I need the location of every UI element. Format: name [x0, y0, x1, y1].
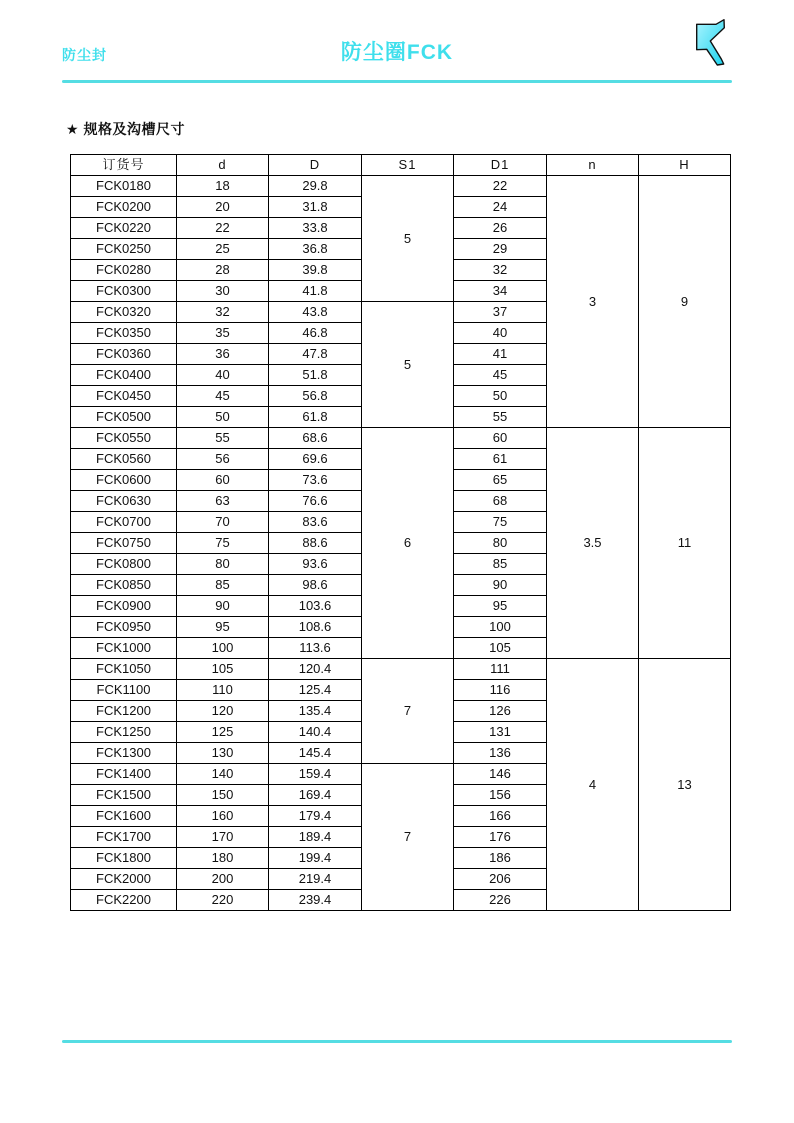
cell-order-no: FCK0320 [71, 302, 177, 323]
cell-d-outer: 108.6 [269, 617, 362, 638]
cell-order-no: FCK0250 [71, 239, 177, 260]
cell-n: 4 [547, 659, 639, 911]
cell-d1: 29 [454, 239, 547, 260]
cell-d-outer: 47.8 [269, 344, 362, 365]
cell-order-no: FCK1700 [71, 827, 177, 848]
cell-order-no: FCK0600 [71, 470, 177, 491]
cell-d-outer: 68.6 [269, 428, 362, 449]
cell-d: 95 [177, 617, 269, 638]
cell-d: 220 [177, 890, 269, 911]
cell-d-outer: 93.6 [269, 554, 362, 575]
cell-d1: 95 [454, 596, 547, 617]
cell-d-outer: 88.6 [269, 533, 362, 554]
cell-order-no: FCK0850 [71, 575, 177, 596]
cell-order-no: FCK0200 [71, 197, 177, 218]
cell-d-outer: 36.8 [269, 239, 362, 260]
cell-d1: 22 [454, 176, 547, 197]
cell-order-no: FCK0180 [71, 176, 177, 197]
cell-d1: 146 [454, 764, 547, 785]
cell-s1: 5 [362, 176, 454, 302]
cell-d1: 32 [454, 260, 547, 281]
cell-order-no: FCK0400 [71, 365, 177, 386]
cell-d-outer: 135.4 [269, 701, 362, 722]
cell-h: 13 [639, 659, 731, 911]
cell-d: 50 [177, 407, 269, 428]
cell-d: 25 [177, 239, 269, 260]
cell-d-outer: 113.6 [269, 638, 362, 659]
cell-d1: 45 [454, 365, 547, 386]
cell-n: 3.5 [547, 428, 639, 659]
cell-d: 32 [177, 302, 269, 323]
cell-d1: 90 [454, 575, 547, 596]
cell-order-no: FCK0550 [71, 428, 177, 449]
cell-d-outer: 76.6 [269, 491, 362, 512]
cell-d: 70 [177, 512, 269, 533]
cell-d-outer: 43.8 [269, 302, 362, 323]
cell-d: 200 [177, 869, 269, 890]
section-title: ★ 规格及沟槽尺寸 [66, 121, 185, 137]
cell-d: 140 [177, 764, 269, 785]
column-header-d-outer: D [269, 155, 362, 176]
cell-order-no: FCK0560 [71, 449, 177, 470]
cell-d: 75 [177, 533, 269, 554]
column-header-d: d [177, 155, 269, 176]
cell-d: 60 [177, 470, 269, 491]
page-title: 防尘圈FCK [340, 41, 454, 64]
table-row [71, 659, 731, 680]
cell-d1: 176 [454, 827, 547, 848]
seal-profile-logo-icon [694, 18, 728, 67]
cell-d1: 131 [454, 722, 547, 743]
cell-d1: 80 [454, 533, 547, 554]
cell-d-outer: 120.4 [269, 659, 362, 680]
cell-order-no: FCK1100 [71, 680, 177, 701]
cell-d: 150 [177, 785, 269, 806]
cell-d1: 186 [454, 848, 547, 869]
cell-order-no: FCK1300 [71, 743, 177, 764]
cell-d-outer: 46.8 [269, 323, 362, 344]
cell-order-no: FCK0300 [71, 281, 177, 302]
cell-s1: 7 [362, 659, 454, 764]
cell-order-no: FCK1250 [71, 722, 177, 743]
cell-h: 11 [639, 428, 731, 659]
cell-d1: 105 [454, 638, 547, 659]
cell-d-outer: 179.4 [269, 806, 362, 827]
cell-d-outer: 159.4 [269, 764, 362, 785]
cell-d-outer: 219.4 [269, 869, 362, 890]
column-header-order-no: 订货号 [71, 155, 177, 176]
cell-d: 170 [177, 827, 269, 848]
table-row [71, 176, 731, 197]
cell-d: 110 [177, 680, 269, 701]
cell-d: 180 [177, 848, 269, 869]
column-header-d1: D1 [454, 155, 547, 176]
cell-d1: 111 [454, 659, 547, 680]
cell-d: 90 [177, 596, 269, 617]
cell-order-no: FCK0350 [71, 323, 177, 344]
cell-order-no: FCK0450 [71, 386, 177, 407]
cell-d-outer: 56.8 [269, 386, 362, 407]
cell-order-no: FCK2000 [71, 869, 177, 890]
cell-d-outer: 61.8 [269, 407, 362, 428]
cell-d1: 55 [454, 407, 547, 428]
cell-s1: 7 [362, 764, 454, 911]
cell-d: 56 [177, 449, 269, 470]
cell-d-outer: 29.8 [269, 176, 362, 197]
cell-s1: 6 [362, 428, 454, 659]
cell-order-no: FCK0220 [71, 218, 177, 239]
cell-d-outer: 39.8 [269, 260, 362, 281]
cell-d1: 40 [454, 323, 547, 344]
cell-order-no: FCK0900 [71, 596, 177, 617]
cell-d1: 61 [454, 449, 547, 470]
cell-d: 36 [177, 344, 269, 365]
cell-order-no: FCK1050 [71, 659, 177, 680]
cell-order-no: FCK0500 [71, 407, 177, 428]
cell-d1: 136 [454, 743, 547, 764]
cell-d1: 85 [454, 554, 547, 575]
header-rule [62, 80, 732, 83]
cell-d1: 34 [454, 281, 547, 302]
cell-d: 35 [177, 323, 269, 344]
cell-d-outer: 98.6 [269, 575, 362, 596]
cell-d: 18 [177, 176, 269, 197]
cell-d1: 68 [454, 491, 547, 512]
cell-s1: 5 [362, 302, 454, 428]
cell-d-outer: 199.4 [269, 848, 362, 869]
cell-d-outer: 41.8 [269, 281, 362, 302]
cell-d: 85 [177, 575, 269, 596]
cell-d: 63 [177, 491, 269, 512]
cell-order-no: FCK1400 [71, 764, 177, 785]
cell-order-no: FCK1500 [71, 785, 177, 806]
cell-d1: 37 [454, 302, 547, 323]
cell-order-no: FCK0950 [71, 617, 177, 638]
cell-d1: 116 [454, 680, 547, 701]
cell-order-no: FCK1000 [71, 638, 177, 659]
cell-order-no: FCK0800 [71, 554, 177, 575]
cell-d-outer: 145.4 [269, 743, 362, 764]
spec-table [70, 154, 731, 911]
cell-d: 100 [177, 638, 269, 659]
cell-d: 80 [177, 554, 269, 575]
column-header-n: n [547, 155, 639, 176]
cell-d-outer: 69.6 [269, 449, 362, 470]
cell-d: 160 [177, 806, 269, 827]
cell-d1: 41 [454, 344, 547, 365]
cell-d1: 65 [454, 470, 547, 491]
spec-table-header-row [71, 155, 731, 176]
table-row [71, 428, 731, 449]
cell-order-no: FCK0750 [71, 533, 177, 554]
cell-d-outer: 33.8 [269, 218, 362, 239]
cell-d1: 226 [454, 890, 547, 911]
column-header-h: H [639, 155, 731, 176]
cell-d: 22 [177, 218, 269, 239]
cell-d-outer: 125.4 [269, 680, 362, 701]
cell-d: 125 [177, 722, 269, 743]
cell-d1: 166 [454, 806, 547, 827]
cell-d-outer: 189.4 [269, 827, 362, 848]
cell-order-no: FCK1800 [71, 848, 177, 869]
cell-d1: 26 [454, 218, 547, 239]
column-header-s1: S1 [362, 155, 454, 176]
cell-d-outer: 83.6 [269, 512, 362, 533]
cell-d-outer: 239.4 [269, 890, 362, 911]
footer-rule [62, 1040, 732, 1043]
cell-d: 120 [177, 701, 269, 722]
cell-d1: 50 [454, 386, 547, 407]
cell-d1: 75 [454, 512, 547, 533]
cell-order-no: FCK1200 [71, 701, 177, 722]
cell-d: 28 [177, 260, 269, 281]
cell-d: 130 [177, 743, 269, 764]
cell-d1: 156 [454, 785, 547, 806]
cell-order-no: FCK0360 [71, 344, 177, 365]
brand-label: 防尘封 [62, 47, 107, 63]
cell-d1: 24 [454, 197, 547, 218]
cell-d: 40 [177, 365, 269, 386]
cell-d: 45 [177, 386, 269, 407]
cell-order-no: FCK0630 [71, 491, 177, 512]
cell-n: 3 [547, 176, 639, 428]
cell-order-no: FCK1600 [71, 806, 177, 827]
cell-d1: 126 [454, 701, 547, 722]
cell-d-outer: 169.4 [269, 785, 362, 806]
cell-d: 30 [177, 281, 269, 302]
cell-d1: 100 [454, 617, 547, 638]
cell-order-no: FCK2200 [71, 890, 177, 911]
cell-d: 20 [177, 197, 269, 218]
cell-d-outer: 103.6 [269, 596, 362, 617]
cell-d-outer: 51.8 [269, 365, 362, 386]
cell-d-outer: 140.4 [269, 722, 362, 743]
cell-d1: 60 [454, 428, 547, 449]
cell-d: 105 [177, 659, 269, 680]
cell-order-no: FCK0700 [71, 512, 177, 533]
cell-h: 9 [639, 176, 731, 428]
cell-d1: 206 [454, 869, 547, 890]
cell-d-outer: 73.6 [269, 470, 362, 491]
cell-d-outer: 31.8 [269, 197, 362, 218]
cell-order-no: FCK0280 [71, 260, 177, 281]
cell-d: 55 [177, 428, 269, 449]
